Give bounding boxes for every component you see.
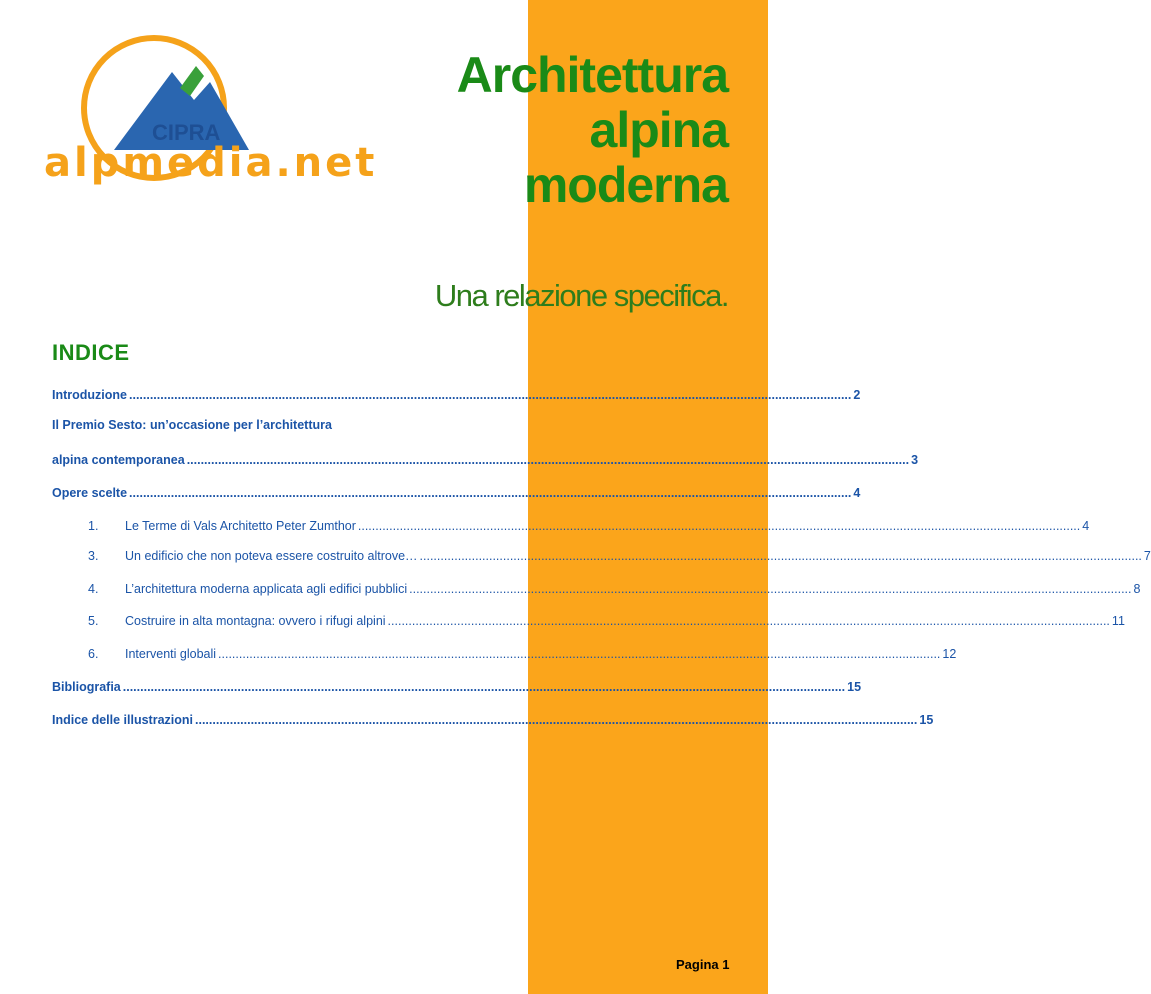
toc-subentry-page: 4	[1082, 519, 1090, 533]
toc-leader	[129, 486, 851, 500]
toc-subentry-label: L’architettura moderna applicata agli edifici pubblici	[125, 582, 408, 596]
toc-leader	[218, 647, 940, 661]
toc-subentry-label: Interventi globali	[125, 647, 217, 661]
toc-subentry[interactable]	[52, 610, 1125, 628]
toc-leader	[187, 453, 909, 467]
toc-leader	[420, 549, 1142, 563]
document-title	[457, 48, 728, 213]
toc-entry-introduzione[interactable]	[52, 384, 861, 402]
toc-entry-page: 15	[847, 680, 862, 694]
toc-entry-label: Indice delle illustrazioni	[52, 713, 194, 727]
toc-leader	[129, 388, 851, 402]
toc-entry-illustrazioni[interactable]	[52, 709, 934, 727]
toc-subentry-number: 4.	[88, 582, 99, 596]
alpmedia-logo	[44, 30, 378, 190]
toc-subentry-number: 5.	[88, 614, 99, 628]
toc-entry-page: 3	[911, 453, 919, 467]
toc-entry-label: Bibliografia	[52, 680, 121, 694]
title-line-2: alpina	[589, 102, 728, 158]
toc-entry-page: 15	[919, 713, 934, 727]
toc-entry-premio[interactable]	[52, 449, 919, 467]
logo-badge: CIPRA	[152, 120, 221, 145]
toc-subentry-number: 1.	[88, 519, 99, 533]
toc-subentry-page: 8	[1133, 582, 1141, 596]
toc-subentry-label: Costruire in alta montagna: ovvero i rifugi alpini	[125, 614, 386, 628]
toc-leader	[388, 614, 1110, 628]
toc-subentry-number: 6.	[88, 647, 99, 661]
toc-leader	[123, 680, 845, 694]
toc-subentry-page: 11	[1111, 614, 1125, 628]
toc-entry-label: Introduzione	[52, 388, 127, 402]
toc-entry-page: 4	[853, 486, 861, 500]
toc-subentry[interactable]	[52, 578, 1141, 596]
toc-entry-opere[interactable]	[52, 482, 861, 500]
toc-leader	[409, 582, 1131, 596]
logo-wordmark: alpmedia.net	[44, 140, 378, 186]
toc-entry-label: Opere scelte	[52, 486, 128, 500]
toc-subentry-number: 3.	[88, 549, 99, 563]
toc-leader	[358, 519, 1080, 533]
toc-subentry-page: 12	[942, 647, 957, 661]
toc-subentry-label: Le Terme di Vals Architetto Peter Zumthor	[125, 519, 356, 533]
toc-heading: INDICE	[52, 340, 130, 365]
title-line-1: Architettura	[456, 47, 728, 103]
toc-entry-label: alpina contemporanea	[52, 453, 185, 467]
document-subtitle: Una relazione specifica.	[434, 278, 728, 313]
toc-entry-page: 2	[853, 388, 861, 402]
toc-subentry[interactable]	[52, 545, 1151, 563]
toc-subentry[interactable]	[52, 515, 1090, 533]
toc-entry-bibliografia[interactable]	[52, 676, 862, 694]
title-line-3: moderna	[523, 157, 728, 213]
toc-subentry[interactable]	[52, 643, 957, 661]
page-number-footer: Pagina 1	[676, 957, 730, 972]
toc-subentry-label: Un edificio che non poteva essere costruito altrove…	[125, 549, 418, 563]
toc-leader	[195, 713, 917, 727]
toc-entry-premio-line1[interactable]: Il Premio Sesto: un’occasione per l’architettura	[52, 418, 332, 432]
toc-subentry-page: 7	[1143, 549, 1151, 563]
